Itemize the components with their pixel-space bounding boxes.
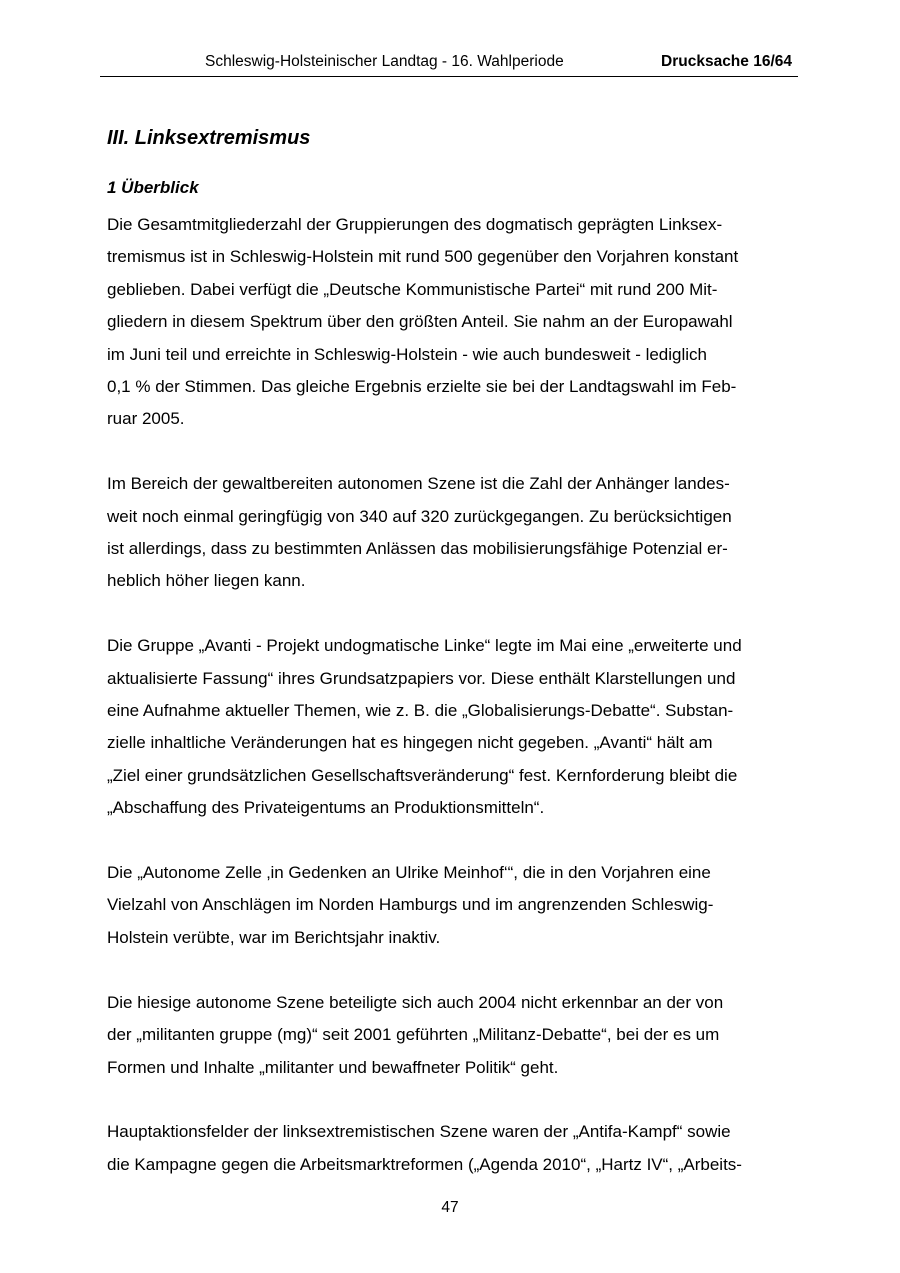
text-line: Vielzahl von Anschlägen im Norden Hamburgs und im angrenzenden Schleswig- (107, 895, 714, 915)
subsection-title: 1 Überblick (107, 178, 199, 197)
text-line: die Kampagne gegen die Arbeitsmarktreformen („Agenda 2010“, „Hartz IV“, „Arbeits- (107, 1154, 742, 1174)
paragraph-militanz-debatte (107, 987, 797, 1084)
text-line: heblich höher liegen kann. (107, 571, 306, 591)
text-line: „Ziel einer grundsätzlichen Gesellschaftsveränderung“ fest. Kernforderung bleibt die (107, 765, 738, 785)
text-line: ruar 2005. (107, 409, 185, 429)
section-title: III. Linksextremismus (107, 127, 311, 149)
paragraph-autonome-zelle (107, 857, 797, 954)
paragraph-avanti (107, 630, 797, 824)
text-line: tremismus ist in Schleswig-Holstein mit rund 500 gegenüber den Vorjahren konstant (107, 247, 739, 267)
text-line: „Abschaffung des Privateigentums an Produktionsmitteln“. (107, 798, 545, 818)
text-line: weit noch einmal geringfügig von 340 auf 320 zurückgegangen. Zu berücksichtigen (107, 506, 732, 526)
header-title: Schleswig-Holsteinischer Landtag - 16. Wahlperiode (205, 53, 564, 70)
text-line: Im Bereich der gewaltbereiten autonomen Szene ist die Zahl der Anhänger landes- (107, 474, 730, 494)
paragraph-overview-membership (107, 209, 797, 436)
text-line: eine Aufnahme aktueller Themen, wie z. B. die „Globalisierungs-Debatte“. Substan- (107, 701, 734, 721)
paragraph-autonomous-scene (107, 468, 797, 598)
page-header (100, 52, 798, 77)
text-line: aktualisierte Fassung“ ihres Grundsatzpapiers vor. Diese enthält Klarstellungen und (107, 668, 736, 688)
text-line: ist allerdings, dass zu bestimmten Anlässen das mobilisierungsfähige Potenzial er- (107, 539, 728, 559)
text-line: Formen und Inhalte „militanter und bewaffneter Politik“ geht. (107, 1057, 559, 1077)
text-line: Die Gruppe „Avanti - Projekt undogmatische Linke“ legte im Mai eine „erweiterte und (107, 636, 742, 656)
text-line: zielle inhaltliche Veränderungen hat es hingegen nicht gegeben. „Avanti“ hält am (107, 733, 713, 753)
page-content (107, 124, 797, 1181)
text-line: Die Gesamtmitgliederzahl der Gruppierungen des dogmatisch geprägten Linksex- (107, 215, 723, 234)
text-line: 0,1 % der Stimmen. Das gleiche Ergebnis erzielte sie bei der Landtagswahl im Feb- (107, 377, 737, 397)
document-reference: Drucksache 16/64 (661, 53, 792, 70)
text-line: Hauptaktionsfelder der linksextremistischen Szene waren der „Antifa-Kampf“ sowie (107, 1122, 731, 1142)
text-line: Die „Autonome Zelle ‚in Gedenken an Ulrike Meinhof‘“, die in den Vorjahren eine (107, 863, 711, 883)
text-line: Die hiesige autonome Szene beteiligte sich auch 2004 nicht erkennbar an der von (107, 992, 724, 1012)
text-line: geblieben. Dabei verfügt die „Deutsche Kommunistische Partei“ mit rund 200 Mit- (107, 279, 718, 299)
text-line: im Juni teil und erreichte in Schleswig-Holstein - wie auch bundesweit - lediglich (107, 344, 708, 364)
page-number: 47 (441, 1199, 459, 1216)
text-line: gliedern in diesem Spektrum über den größten Anteil. Sie nahm an der Europawahl (107, 312, 733, 332)
text-line: der „militanten gruppe (mg)“ seit 2001 geführten „Militanz-Debatte“, bei der es um (107, 1025, 720, 1045)
paragraph-action-fields (107, 1116, 797, 1181)
text-line: Holstein verübte, war im Berichtsjahr inaktiv. (107, 927, 441, 947)
